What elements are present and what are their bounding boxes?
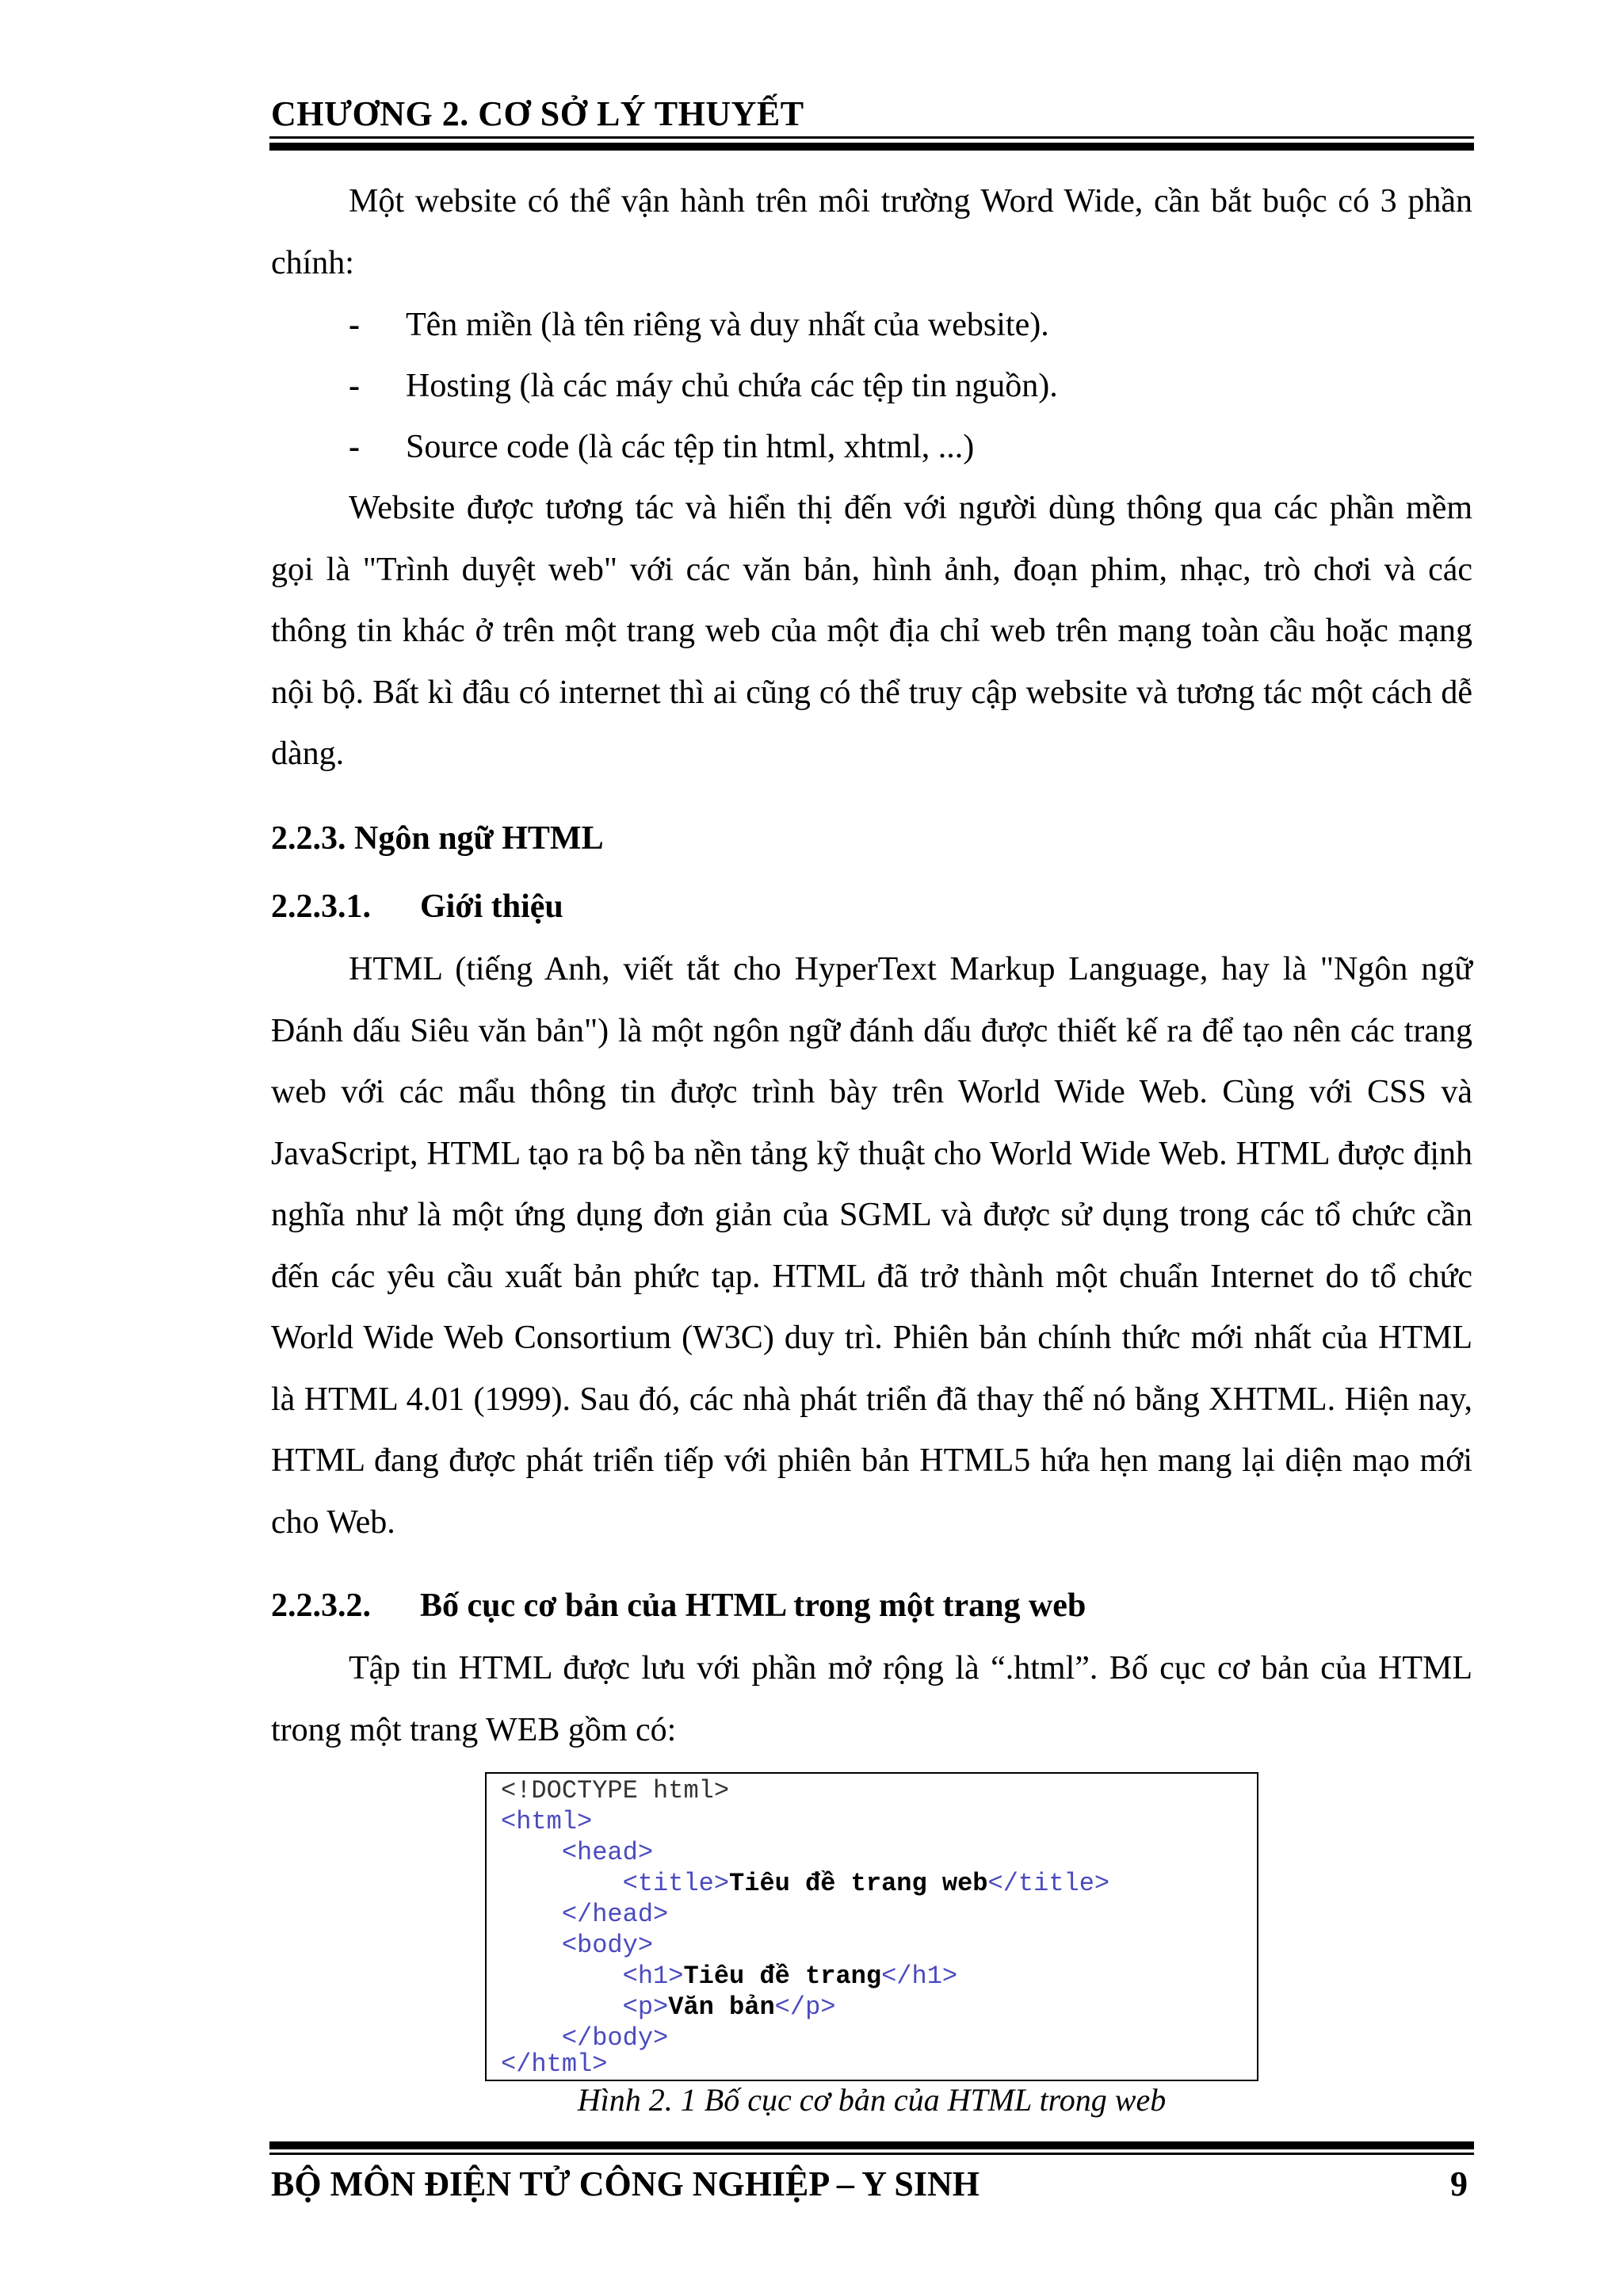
- section-heading-2-2-3: 2.2.3. Ngôn ngữ HTML: [271, 820, 604, 857]
- header-rule-thick: [269, 143, 1474, 151]
- bullet-marker: -: [349, 368, 360, 404]
- page-number: 9: [1450, 2164, 1468, 2203]
- code-line: [501, 1930, 653, 1961]
- html-intro-paragraph: HTML (tiếng Anh, viết tắt cho HyperText Markup Language, hay là "Ngôn ngữ Đánh dấu Siêu văn bản") là một ngôn ngữ đánh dấu được thiết kế ra để tạo nên các trang web với các mẩu thông tin được trình bày trên World Wide Web. Cùng với CSS và JavaScript, HTML tạo ra bộ ba nền tảng kỹ thuật cho World Wide Web. HTML được định nghĩa như là một ứng dụng đơn giản của SGML và được sử dụng trong các tổ chức cần đến các yêu cầu xuất bản phức tạp. HTML đã trở thành một chuẩn Internet do tổ chức World Wide Web Consortium (W3C) duy trì. Phiên bản chính thức mới nhất của HTML là HTML 4.01 (1999). Sau đó, các nhà phát triển đã thay thế nó bằng XHTML. Hiện nay, HTML đang được phát triển tiếp với phiên bản HTML5 hứa hẹn mang lại diện mạo mới cho Web.: [271, 951, 1472, 1541]
- code-line: [501, 1806, 592, 1837]
- code-text: Tiêu đề trang: [683, 1962, 882, 1991]
- chapter-header: CHƯƠNG 2. CƠ SỞ LÝ THUYẾT: [271, 94, 804, 133]
- bullet-marker: -: [349, 307, 360, 343]
- code-tag: </html>: [501, 2050, 608, 2079]
- code-line: [501, 1775, 729, 1806]
- code-doctype: <!DOCTYPE html>: [501, 1776, 730, 1805]
- footer-rule-thin: [269, 2153, 1474, 2155]
- bullet-marker: -: [349, 429, 360, 465]
- section-title-gioi-thieu: Giới thiệu: [420, 888, 563, 925]
- code-text: Văn bản: [668, 1992, 775, 2022]
- code-line: [501, 1992, 835, 2023]
- bullet-item-hosting: Hosting (là các máy chủ chứa các tệp tin nguồn).: [406, 368, 1058, 404]
- header-rule-thin: [269, 136, 1474, 139]
- figure-caption: Hình 2. 1 Bố cục cơ bản của HTML trong web: [577, 2082, 1167, 2118]
- code-example-box: [485, 1772, 1258, 2081]
- code-line: [501, 1961, 957, 1992]
- footer-department: BỘ MÔN ĐIỆN TỬ CÔNG NGHIỆP – Y SINH: [271, 2164, 980, 2203]
- code-tag: <p>: [622, 1992, 669, 2022]
- section-number-2-2-3-2: 2.2.3.2.: [271, 1587, 371, 1624]
- code-tag: <head>: [561, 1838, 654, 1867]
- bullet-item-domain: Tên miền (là tên riêng và duy nhất của website).: [406, 307, 1049, 343]
- section-number-2-2-3-1: 2.2.3.1.: [271, 888, 371, 925]
- code-tag: </body>: [561, 2023, 669, 2053]
- intro-paragraph: Một website có thể vận hành trên môi trường Word Wide, cần bắt buộc có 3 phần chính:: [271, 183, 1472, 281]
- code-tag: <h1>: [622, 1962, 684, 1991]
- code-tag: </h1>: [881, 1962, 958, 1991]
- html-file-paragraph: Tập tin HTML được lưu với phần mở rộng là “.html”. Bố cục cơ bản của HTML trong một trang WEB gồm có:: [271, 1650, 1472, 1748]
- website-paragraph: Website được tương tác và hiển thị đến với người dùng thông qua các phần mềm gọi là "Trình duyệt web" với các văn bản, hình ảnh, đoạn phim, nhạc, trò chơi và các thông tin khác ở trên một trang web của một địa chỉ web trên mạng toàn cầu hoặc mạng nội bộ. Bất kì đâu có internet thì ai cũng có thể truy cập website và tương tác một cách dễ dàng.: [271, 490, 1472, 772]
- code-tag: </head>: [561, 1900, 669, 1929]
- code-text: Tiêu đề trang web: [729, 1869, 988, 1898]
- code-tag: </p>: [774, 1992, 836, 2022]
- code-line: [501, 1868, 1109, 1899]
- code-line: [501, 1837, 653, 1868]
- section-title-bo-cuc: Bố cục cơ bản của HTML trong một trang web: [420, 1587, 1086, 1624]
- code-line: [501, 1899, 668, 1930]
- code-tag: <body>: [561, 1931, 654, 1960]
- bullet-item-source-code: Source code (là các tệp tin html, xhtml, ...): [406, 429, 975, 465]
- code-line: [501, 2049, 607, 2080]
- footer-rule-thick: [269, 2141, 1474, 2149]
- code-tag: <html>: [501, 1807, 593, 1836]
- code-tag: <title>: [622, 1869, 730, 1898]
- code-tag: </title>: [987, 1869, 1110, 1898]
